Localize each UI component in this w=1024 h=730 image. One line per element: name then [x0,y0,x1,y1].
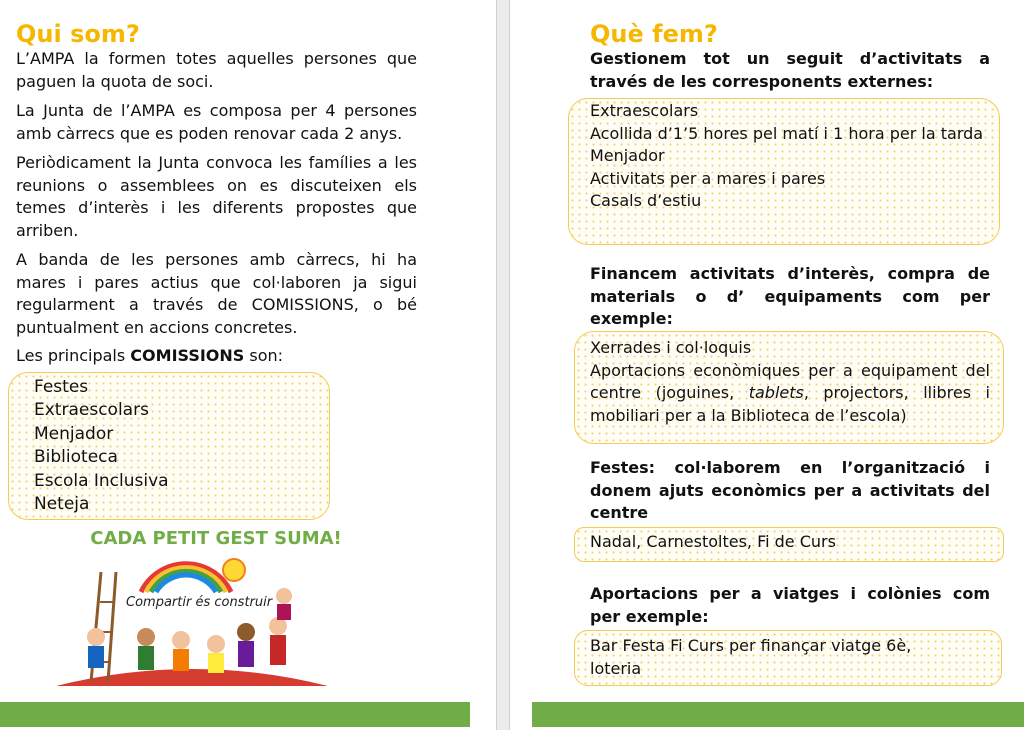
paragraph-comissions: A banda de les persones amb càrrecs, hi ha mares i pares actius que col·laboren ja sigui regularment a través de COMISSIONS, o bé puntualment en accions concretes. [16,250,417,337]
slogan: CADA PETIT GEST SUMA! [90,528,342,549]
festes-list: Nadal, Carnestoltes, Fi de Curs [590,532,836,551]
left-page [0,0,496,730]
intro-aportacions: Aportacions per a viatges i colònies com per exemple: [590,584,990,626]
qui-som-heading: Qui som? [16,20,140,48]
paragraph-reunions: Periòdicament la Junta convoca les famílies a les reunions o assemblees on es discuteixen els temes d’interès i les diferents propostes que arriben. [16,153,417,240]
list-item: Acollida d’1’5 hores pel matí i 1 hora per la tarda [590,123,984,143]
intro-festes: Festes: col·laborem en l’organització i donem ajuts econòmics per a activitats del centre [590,458,990,522]
right-page [510,0,1024,730]
comissions-bold: COMISSIONS [130,346,245,365]
intro-financem: Financem activitats d’interès, compra de materials o d’ equipaments com per exemple: [590,264,990,328]
list-item: Aportacions econòmiques per a equipament del centre (joguines, tablets, projectors, llibres i mobiliari per a la Biblioteca de l’escola) [590,360,991,425]
list-item: Escola Inclusiva [34,470,169,491]
list-item: Menjador [590,146,665,165]
viatges-list: Bar Festa Fi Curs per finançar viatge 6è, loteria [590,636,912,678]
list-item: Xerrades i col·loquis [590,338,752,357]
intro-gestionem: Gestionem tot un seguit d’activitats a través de les corresponents externes: [590,49,990,91]
list-item: Extraescolars [590,101,699,120]
list-item: Neteja [34,494,90,515]
list-item: Menjador [34,423,114,444]
commissions-list [34,376,169,516]
paragraph-junta: La Junta de l’AMPA es composa per 4 persones amb càrrecs que es poden renovar cada 2 anys. [16,101,417,143]
list-item: Activitats per a mares i pares [590,168,826,188]
paragraph-ampa: L’AMPA la formen totes aquelles persones que paguen la quota de soci. [16,49,417,91]
illustration-caption: Compartir és construir [126,595,273,610]
list-item: Festes [34,377,89,397]
financing-list [590,337,990,427]
que-fem-heading: Què fem? [590,20,718,48]
activities-list [590,100,990,213]
footer-bar-right [532,702,1024,727]
list-item: Extraescolars [34,400,149,421]
footer-bar-left [0,702,470,727]
page-divider [496,0,510,730]
list-item: Casals d’estiu [590,191,702,210]
compartir-illustration [56,552,328,686]
list-item: Biblioteca [34,447,118,468]
paragraph-principals: Les principals COMISSIONS son: [16,346,284,365]
